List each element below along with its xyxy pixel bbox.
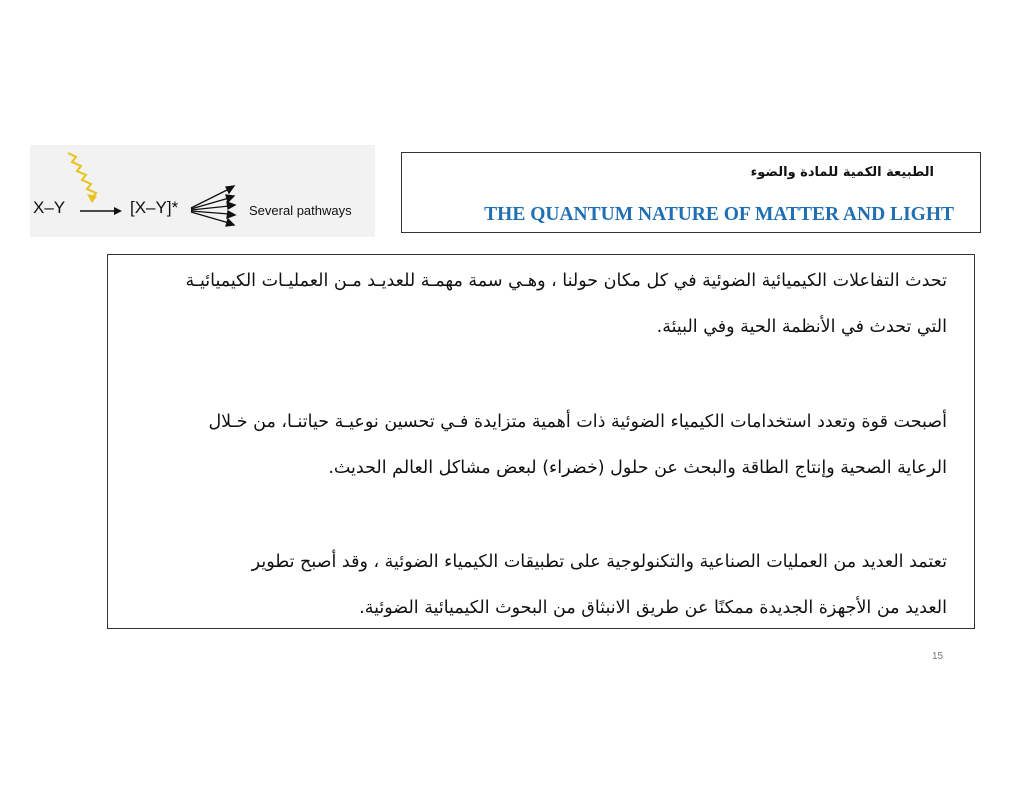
content-box: [107, 254, 975, 629]
diagram-graphic: [30, 145, 375, 237]
photochemistry-diagram: [30, 145, 375, 237]
excited-state-label: [X–Y]*: [130, 198, 179, 217]
pathway-arrows: [191, 186, 235, 226]
title-english: THE QUANTUM NATURE OF MATTER AND LIGHT: [484, 204, 954, 225]
title-arabic: الطبيعة الكمية للمادة والضوء: [750, 165, 934, 180]
light-arrow-head: [87, 194, 97, 203]
reactant-label: X–Y: [33, 198, 66, 217]
paragraph-2-line-2: الرعاية الصحية وإنتاج الطاقة والبحث عن حلول (خضراء) لبعض مشاكل العالم الحديث.: [328, 458, 947, 478]
paragraph-2-line-1: أصبحت قوة وتعدد استخدامات الكيمياء الضوئية ذات أهمية متزايدة فـي تحسين نوعيـة حياتنـا، من خـلال: [208, 412, 947, 432]
title-box: [401, 152, 981, 233]
paragraph-1-line-1: تحدث التفاعلات الكيميائية الضوئية في كل مكان حولنا ، وهـي سمة مهمـة للعديـد مـن العمليـات الكيميائيـة: [185, 271, 947, 291]
page-number: 15: [932, 651, 944, 662]
light-wave-arrow: [68, 153, 96, 198]
paragraph-3-line-1: تعتمد العديد من العمليات الصناعية والتكنولوجية على تطبيقات الكيمياء الضوئية ، وقد أصبح تطوير: [251, 552, 947, 572]
paragraph-3-line-2: العديد من الأجهزة الجديدة ممكنًا عن طريق الانبثاق من البحوث الكيميائية الضوئية.: [359, 598, 947, 618]
paragraph-1-line-2: التي تحدث في الأنظمة الحية وفي البيئة.: [656, 317, 947, 337]
reaction-arrow-head: [114, 207, 122, 215]
pathways-label: Several pathways: [249, 203, 352, 218]
